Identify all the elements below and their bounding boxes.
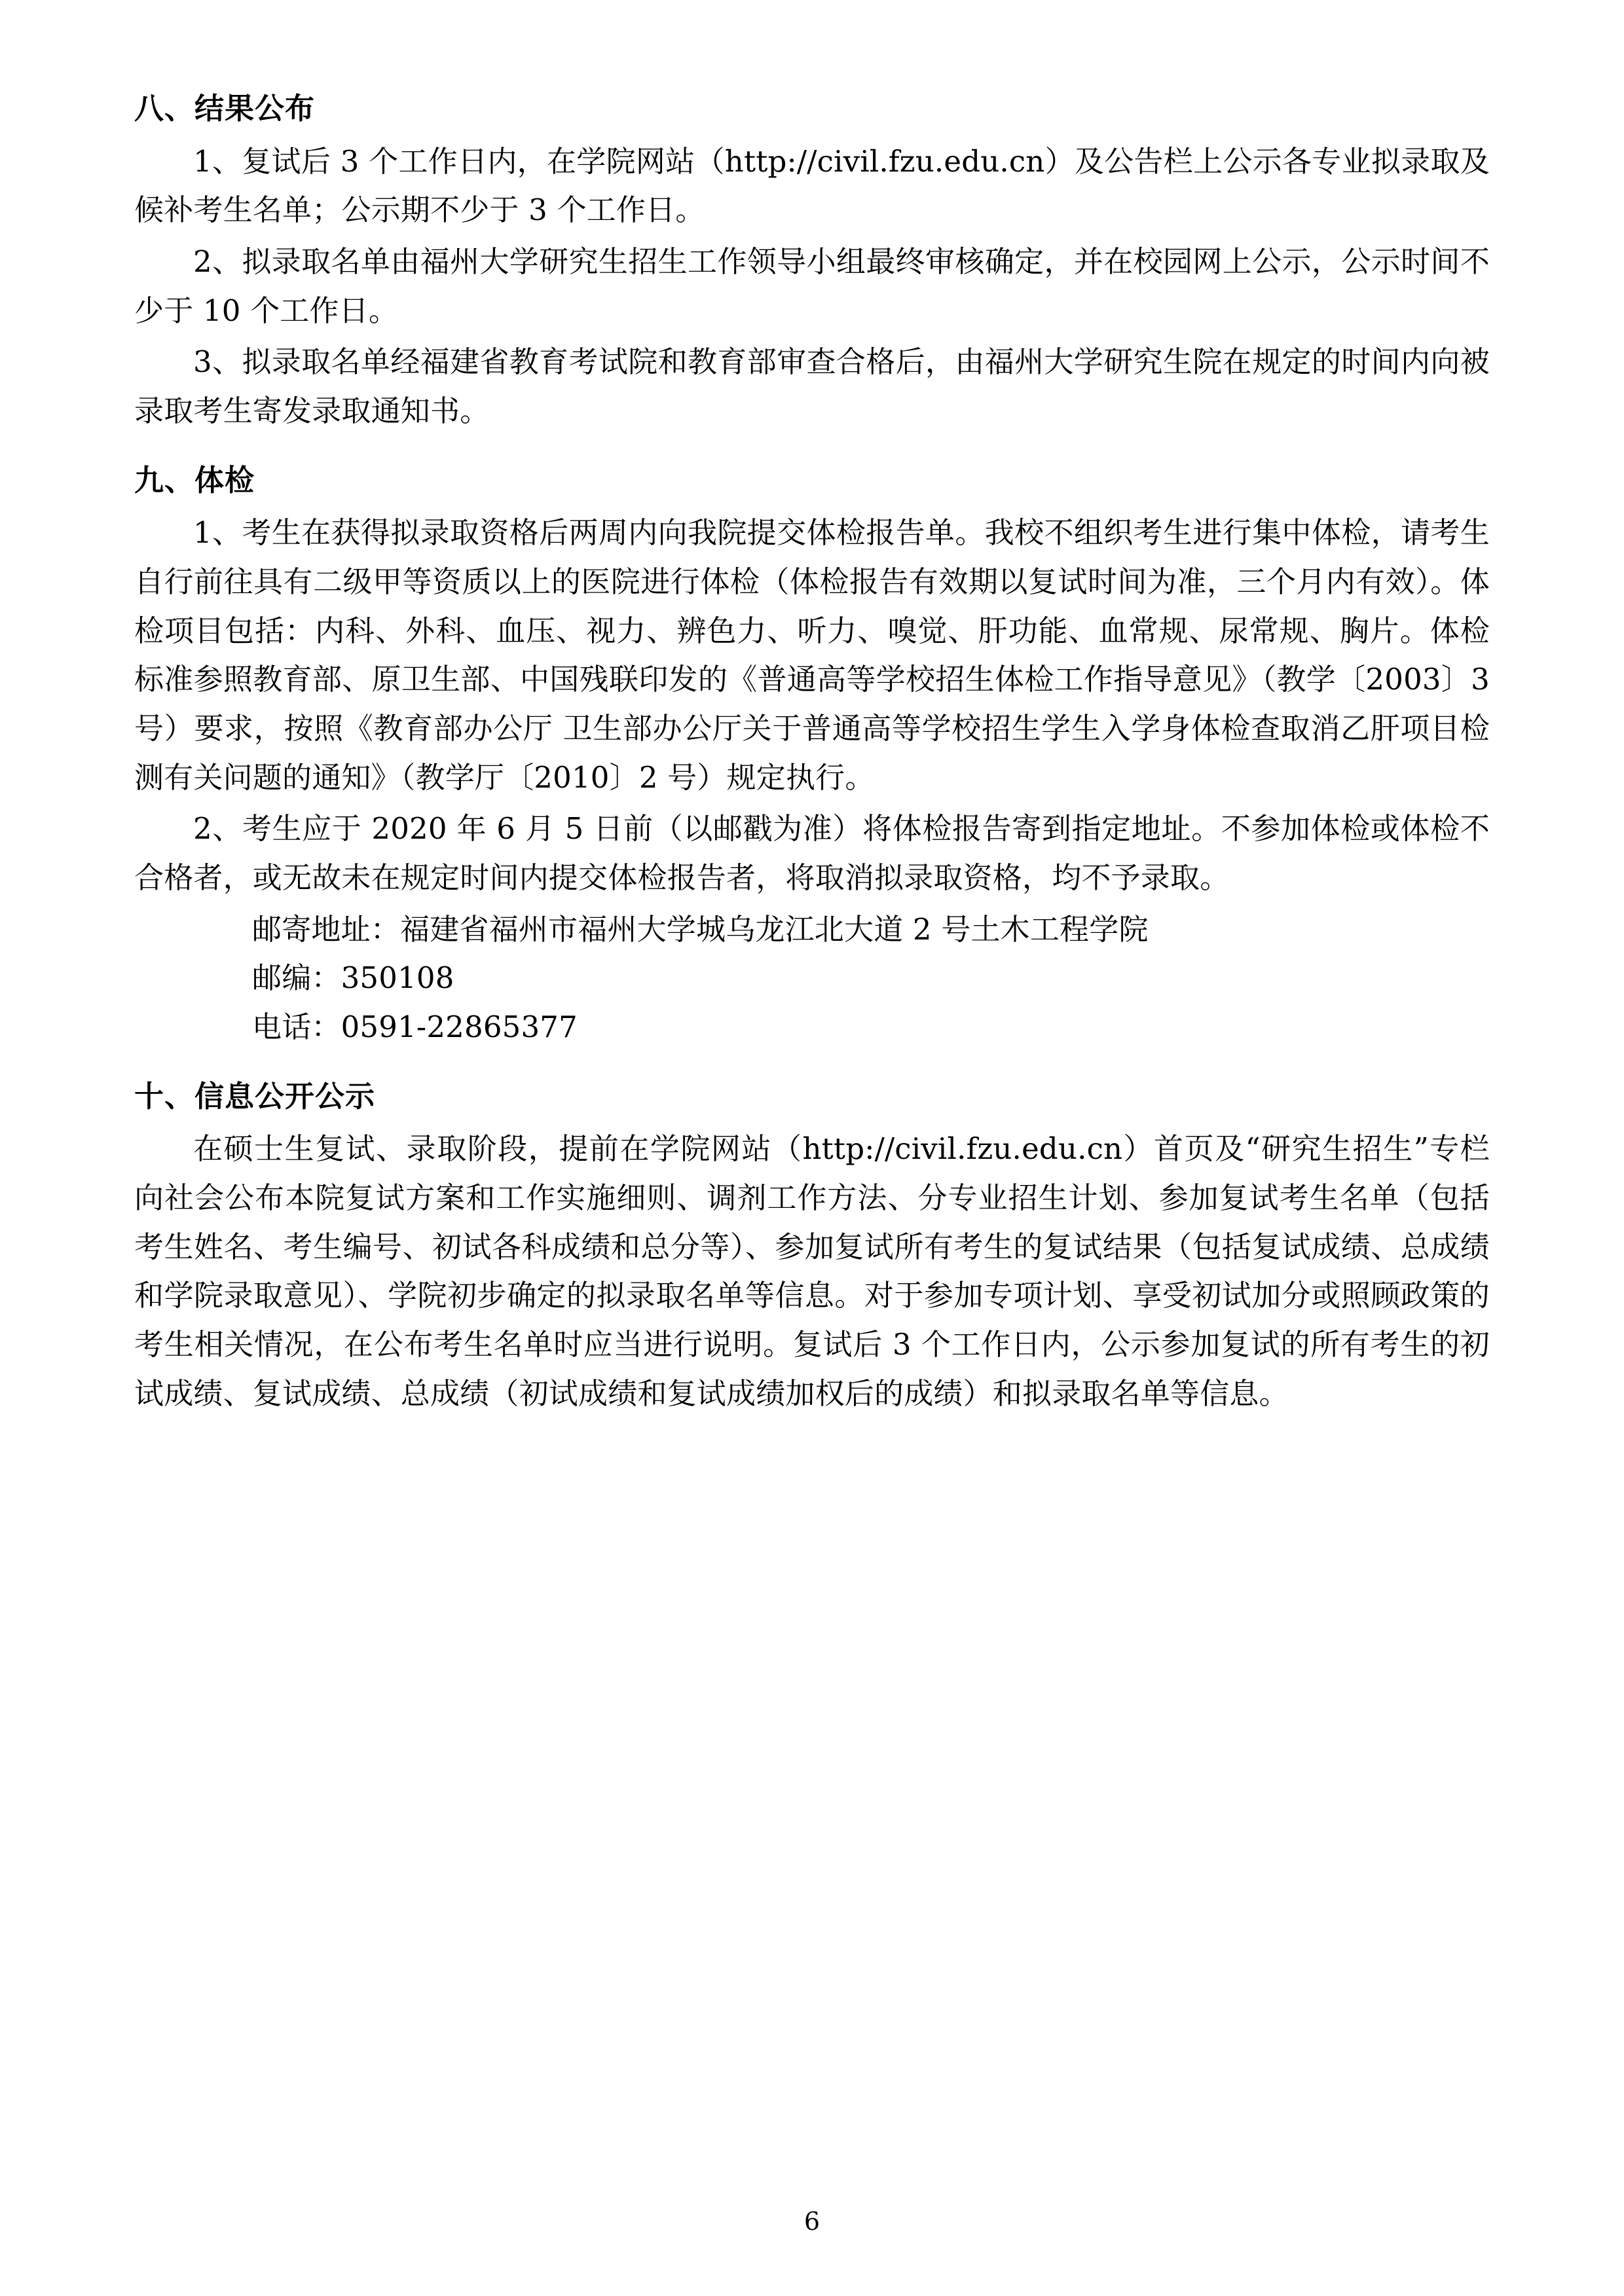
paragraph: 在硕士生复试、录取阶段，提前在学院网站（http://civil.fzu.edu.cn）首页及“研究生招生”专栏向社会公布本院复试方案和工作实施细则、调剂工作方法、分专业招生计划、参加复试考生名单（包括考生姓名、考生编号、初试各科成绩和总分等）、参加复试所有考生的复试结果（包括复试成绩、总成绩和学院录取意见）、学院初步确定的拟录取名单等信息。对于参加专项计划、享受初试加分或照顾政策的考生相关情况，在公布考生名单时应当进行说明。复试后 3 个工作日内，公示参加复试的所有考生的初试成绩、复试成绩、总成绩（初试成绩和复试成绩加权后的成绩）和拟录取名单等信息。 [134,1131,1490,1411]
section-heading-physical-exam: 九、体检 [134,462,255,498]
mailing-address-line: 邮寄地址：福建省福州市福州大学城乌龙江北大道 2 号土木工程学院 [252,911,1149,947]
paragraph: 3、拟录取名单经福建省教育考试院和教育部审查合格后，由福州大学研究生院在规定的时间内向被录取考生寄发录取通知书。 [134,344,1490,428]
section-results-announcement [134,86,1490,131]
paragraph: 1、复试后 3 个工作日内，在学院网站（http://civil.fzu.edu.cn）及公告栏上公示各专业拟录取及候补考生名单；公示期不少于 3 个工作日。 [134,143,1490,228]
document-body [134,86,1490,1418]
section-heading-information-disclosure: 十、信息公开公示 [134,1078,376,1114]
section-physical-examination [134,458,1490,503]
section-information-disclosure [134,1074,1490,1119]
telephone-line: 电话：0591-22865377 [252,1010,578,1044]
paragraph: 2、考生应于 2020 年 6 月 5 日前（以邮戳为准）将体检报告寄到指定地址。不参加体检或体检不合格者，或无故未在规定时间内提交体检报告者，将取消拟录取资格，均不予录取。 [134,811,1490,895]
postal-code-line: 邮编：350108 [252,960,454,996]
paragraph: 2、拟录取名单由福州大学研究生招生工作领导小组最终审核确定，并在校园网上公示，公示时间不少于 10 个工作日。 [134,244,1490,328]
section-heading-results: 八、结果公布 [134,91,316,126]
page-number: 6 [803,2207,821,2236]
paragraph: 1、考生在获得拟录取资格后两周内向我院提交体检报告单。我校不组织考生进行集中体检，请考生自行前往具有二级甲等资质以上的医院进行体检（体检报告有效期以复试时间为准，三个月内有效）。体检项目包括：内科、外科、血压、视力、辨色力、听力、嗅觉、肝功能、血常规、尿常规、胸片。体检标准参照教育部、原卫生部、中国残联印发的《普通高等学校招生体检工作指导意见》（教学〔2003〕3 号）要求，按照《教育部办公厅 卫生部办公厅关于普通高等学校招生学生入学身体检查取消乙肝项目检测有关问题的通知》（教学厅〔2010〕2 号）规定执行。 [134,515,1490,795]
